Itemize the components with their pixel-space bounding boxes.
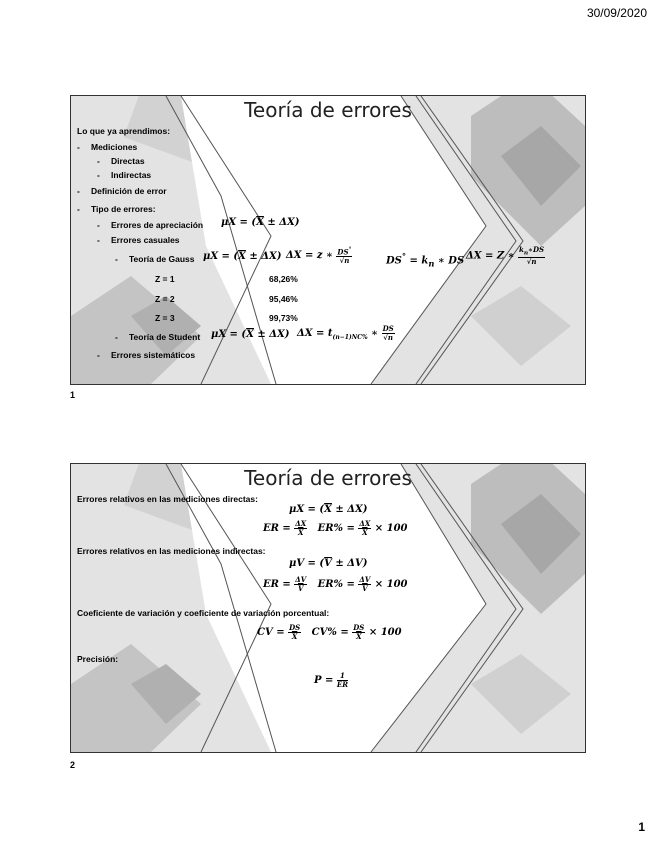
bullet-dash: - [77, 142, 80, 152]
bullet-dash: - [97, 220, 100, 230]
bullet-dash: - [77, 186, 80, 196]
z-label: Z = 1 [155, 274, 175, 284]
heading-directas: Errores relativos en las mediciones directas: [77, 494, 258, 504]
bullet-dash: - [97, 235, 100, 245]
item-indirectas: Indirectas [111, 170, 152, 180]
item-tipo: Tipo de errores: [91, 204, 156, 214]
formula-muv: $\mu V = (\overline{V} \pm \Delta V)$ [289, 558, 368, 569]
bullet-dash: - [97, 170, 100, 180]
heading-precision: Precisión: [77, 654, 119, 664]
z-percent: 99,73% [269, 313, 298, 323]
formula-cv: CV = $\frac{DS}{X}$ CV% = $\frac{DS}{X}$ × 100 [257, 623, 402, 641]
item-mediciones: Mediciones [91, 142, 138, 152]
heading-coef: Coeficiente de variación y coeficiente de variación porcentual: [77, 608, 330, 618]
formula-gauss: $\mu X = (\overline{X} \pm \Delta X)$ [203, 251, 282, 262]
item-definicion: Definición de error [91, 186, 167, 196]
bullet-dash: - [97, 156, 100, 166]
formula-mux: $\mu X = (\overline{X} \pm \Delta X)$ [289, 504, 368, 515]
print-date: 30/09/2020 [586, 6, 647, 20]
slide-number: 1 [70, 390, 76, 400]
bullet-dash: - [115, 254, 118, 264]
formula-ds: $DS^\circ = k_n$ ∗ DS [386, 251, 465, 269]
item-sistematicos: Errores sistemáticos [111, 350, 196, 360]
item-gauss: Teoría de Gauss [129, 254, 195, 264]
z-label: Z = 3 [155, 313, 175, 323]
slide-2 [70, 463, 586, 753]
bullet-dash: - [77, 204, 80, 214]
bullet-dash: - [115, 332, 118, 342]
item-directas: Directas [111, 156, 145, 166]
page-number: 1 [638, 820, 645, 834]
slide-1 [70, 95, 586, 385]
slide-title: Teoría de errores [244, 466, 412, 490]
slide-title: Teoría de errores [244, 98, 412, 122]
z-percent: 68,26% [269, 274, 298, 284]
formula-apreciacion: $\mu X = (\overline{X} \pm \Delta X)$ [221, 217, 300, 228]
z-percent: 95,46% [269, 294, 298, 304]
bullet-dash: - [97, 350, 100, 360]
formula-er-v: ER = $\frac{\Delta V}{V}$ ER% = $\frac{\Delta V}{V}$ × 100 [263, 575, 408, 593]
formula-precision: P = $\frac{1}{ER}$ [314, 671, 349, 689]
item-apreciacion: Errores de apreciación [111, 220, 204, 230]
formula-er-x: ER = $\frac{\Delta X}{X}$ ER% = $\frac{\Delta X}{X}$ × 100 [263, 519, 408, 537]
item-student: Teoría de Student [129, 332, 201, 342]
formula-student: $\mu X = (\overline{X} \pm \Delta X)$ [211, 329, 290, 340]
heading-indirectas: Errores relativos en las mediciones indirectas: [77, 546, 266, 556]
slide-number: 2 [70, 760, 76, 770]
intro-heading: Lo que ya aprendimos: [77, 126, 171, 136]
formula-student-delta: $\Delta X = t_{(n-1)NC\%}$ ∗ $\frac{DS}{√n}$ [297, 324, 394, 342]
z-label: Z = 2 [155, 294, 175, 304]
formula-delta-z: ΔX = Z ∗ $\frac{k_n∗DS}{√n}$ [466, 245, 545, 267]
item-casuales: Errores casuales [111, 235, 180, 245]
formula-gauss-delta: ΔX = z ∗ $\frac{DS^\circ}{√n}$ [286, 247, 352, 266]
